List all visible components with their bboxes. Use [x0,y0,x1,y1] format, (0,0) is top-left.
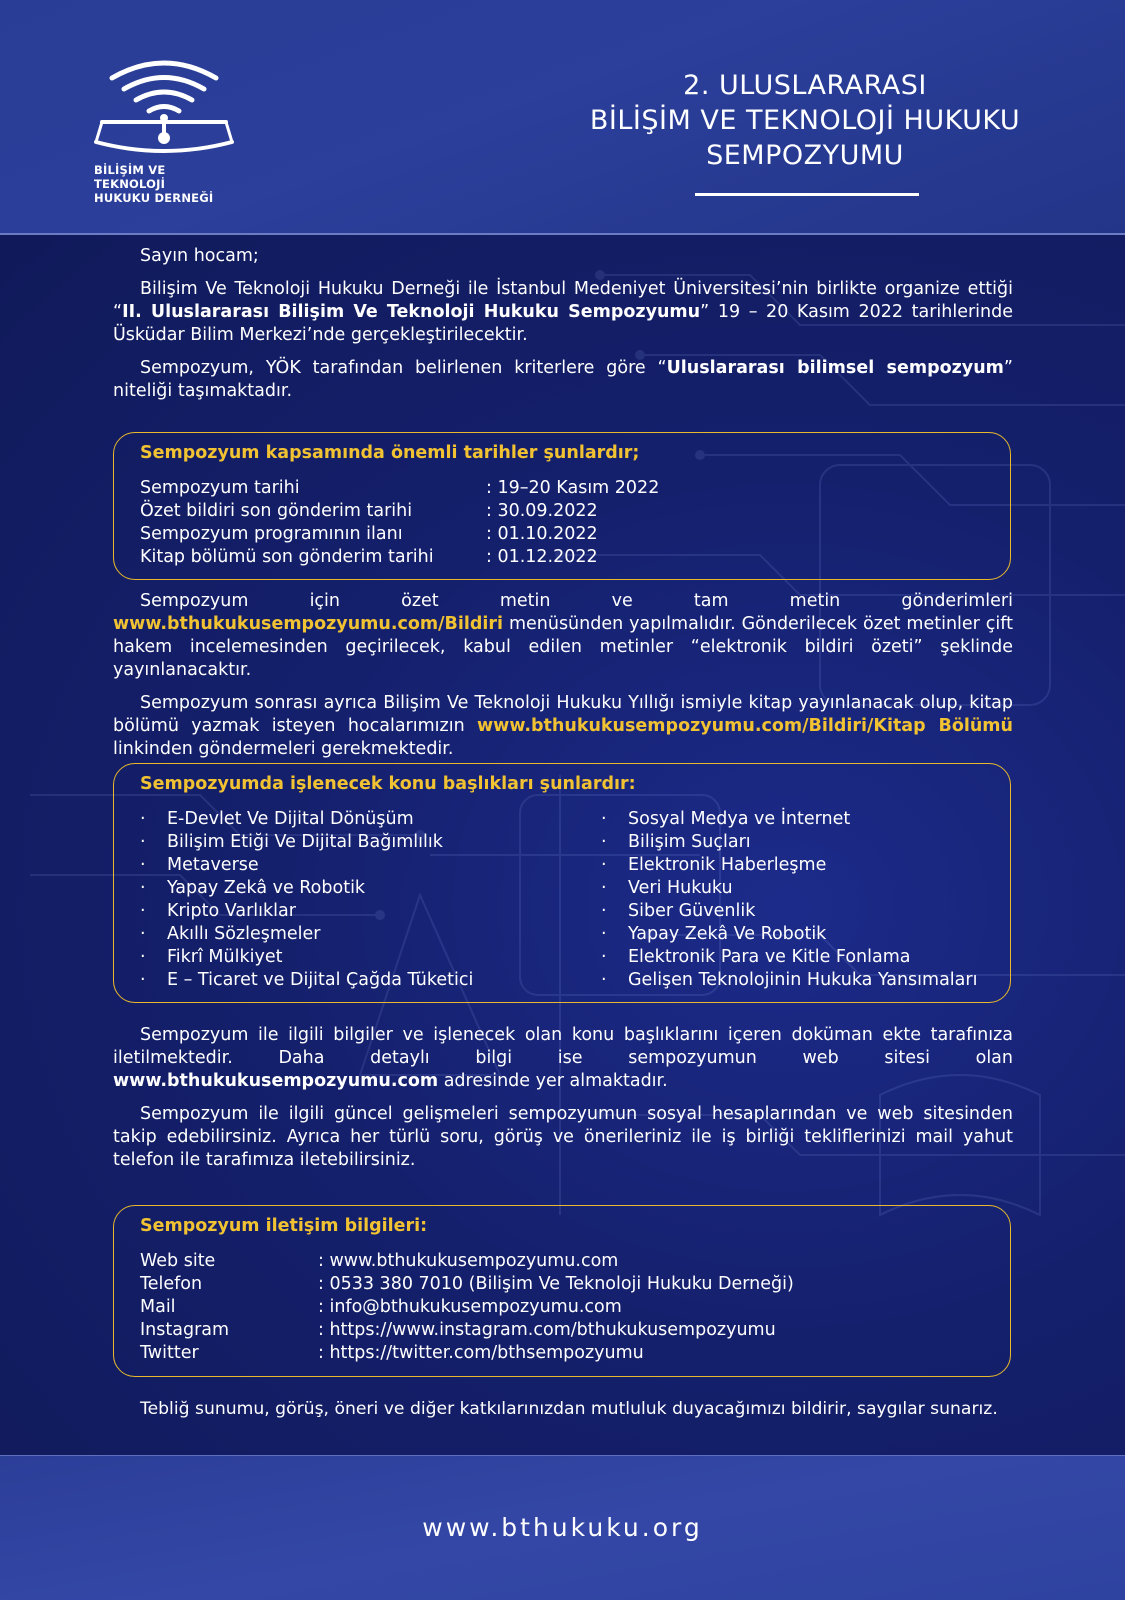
bullet: · [601,924,607,944]
date-value: : 01.12.2022 [486,547,598,567]
contact-phone[interactable]: : 0533 380 7010 (Bilişim Ve Teknoloji Hukuku Derneği) [318,1274,794,1294]
title-line-1: 2. ULUSLARARASI [683,70,927,101]
paragraph-status [113,357,1013,403]
topic-text: Gelişen Teknolojinin Hukuka Yansımaları [628,970,978,990]
title-line-3: SEMPOZYUMU [706,140,904,171]
book-chapter-link[interactable]: www.bthukukusempozyumu.com/Bildiri/Kitap Bölümü [476,716,1013,736]
topic-text: Elektronik Haberleşme [628,855,827,875]
important-dates-box [113,432,1011,580]
topic-text: Elektronik Para ve Kitle Fonlama [628,947,911,967]
topic-text: Akıllı Sözleşmeler [167,924,321,944]
book-text-a: Sempozyum sonrası ayrıca Bilişim Ve Teknoloji Hukuku Yıllığı ismiyle kitap yayınlanacak olup, kitap bölümü yazmak isteyen hocalarımızın [113,693,1013,736]
topic-text: Veri Hukuku [628,878,733,898]
contact-label: Twitter [140,1343,199,1363]
status-bold: Uluslararası bilimsel sempozyum [666,358,1004,378]
contact-mail[interactable]: : info@bthukukusempozyumu.com [318,1297,622,1317]
logo-line-1: BİLİŞİM VE TEKNOLOJİ [94,163,166,191]
topic-text: Siber Güvenlik [628,901,756,921]
paragraph-updates: Sempozyum ile ilgili güncel gelişmeleri sempozyumun sosyal hesaplarından ve web sitesinden takip edebilirsiniz. Ayrıca her türlü soru, görüş ve önerileriniz ile iş birliği tekliflerinizi mail yahut telefon ile tarafımıza iletebilirsiniz. [113,1104,1013,1170]
topic-text: Yapay Zekâ ve Robotik [167,878,366,898]
date-label: Kitap bölümü son gönderim tarihi [140,547,434,567]
logo-text [94,163,234,205]
footer-website-link[interactable]: www.bthukuku.org [422,1513,703,1542]
bullet: · [140,970,146,990]
symposium-name: II. Uluslararası Bilişim Ve Teknoloji Hukuku Sempozyumu [122,302,701,322]
bullet: · [601,832,607,852]
info-text-a: Sempozyum ile ilgili bilgiler ve işlenecek olan konu başlıklarını içeren doküman ekte tarafınıza iletilmektedir. Daha detaylı bilgi ise sempozyumun web sitesi olan [113,1025,1013,1068]
date-label: Özet bildiri son gönderim tarihi [140,501,413,521]
submission-text-a: Sempozyum için özet metin ve tam metin gönderimleri [140,591,1013,611]
title-line-2: BİLİŞİM VE TEKNOLOJİ HUKUKU [589,105,1021,136]
topics-box-title: Sempozyumda işlenecek konu başlıkları şunlardır: [140,774,636,794]
letter-body-info [113,1024,1013,1172]
contact-label: Telefon [140,1274,203,1294]
paragraph-intro [113,278,1013,347]
contact-box-title: Sempozyum iletişim bilgileri: [140,1216,428,1236]
bullet: · [601,878,607,898]
topic-text: Bilişim Suçları [628,832,751,852]
contact-label: Instagram [140,1320,230,1340]
topic-text: Sosyal Medya ve İnternet [628,809,851,829]
topic-text: Kripto Varlıklar [167,901,296,921]
intro-text-a: Bilişim Ve Teknoloji Hukuku Derneği ile İstanbul Medeniyet Üniversitesi’nin birlikte organize ettiği “ [113,279,1013,322]
page-title [565,68,1045,173]
status-text-a: Sempozyum, YÖK tarafından belirlenen kriterlere göre “ [140,358,667,378]
bullet: · [601,901,607,921]
contact-instagram[interactable]: : https://www.instagram.com/bthukukusempozyumu [318,1320,776,1340]
letter-closing [113,1398,1013,1421]
topic-text: E-Devlet Ve Dijital Dönüşüm [167,809,414,829]
topic-text: Bilişim Etiği Ve Dijital Bağımlılık [167,832,443,852]
topic-text: Yapay Zekâ Ve Robotik [628,924,827,944]
status-text-c: ” niteliği taşımaktadır. [113,358,1013,401]
bullet: · [140,947,146,967]
intro-text-c: ” 19 – 20 Kasım 2022 tarihlerinde Üsküdar Bilim Merkezi’nde gerçekleştirilecektir. [113,302,1013,345]
title-underline [695,193,919,196]
bullet: · [140,809,146,829]
contact-box [113,1205,1011,1377]
website-link[interactable]: www.bthukukusempozyumu.com [113,1071,439,1091]
bullet: · [140,855,146,875]
bullet: · [601,855,607,875]
greeting: Sayın hocam; [140,246,259,266]
letter-body-submissions [113,590,1013,761]
topic-text: Metaverse [167,855,259,875]
contact-website[interactable]: : www.bthukukusempozyumu.com [318,1251,619,1271]
book-text-b: linkinden göndermeleri gerekmektedir. [113,739,454,759]
footer-divider [0,1455,1125,1456]
info-text-b: adresinde yer almaktadır. [438,1071,668,1091]
date-label: Sempozyum programının ilanı [140,524,403,544]
bullet: · [140,832,146,852]
bullet: · [140,878,146,898]
date-label: Sempozyum tarihi [140,478,300,498]
bullet: · [140,901,146,921]
paragraph-info [113,1024,1013,1093]
topic-text: Fikrî Mülkiyet [167,947,283,967]
submission-text-b: menüsünden yapılmalıdır. Gönderilecek özet metinler çift hakem incelemesinden geçirilecek, kabul edilen metinler “elektronik bildiri özeti” şeklinde yayınlanacaktır. [113,614,1013,680]
letter-body [113,245,1013,403]
dates-box-title: Sempozyum kapsamında önemli tarihler şunlardır; [140,443,640,463]
bullet: · [140,924,146,944]
topic-text: E – Ticaret ve Dijital Çağda Tüketici [167,970,474,990]
date-value: : 19–20 Kasım 2022 [486,478,660,498]
date-value: : 30.09.2022 [486,501,598,521]
date-value: : 01.10.2022 [486,524,598,544]
submission-link[interactable]: www.bthukukusempozyumu.com/Bildiri [113,614,504,634]
paragraph-book [113,692,1013,761]
topics-box [113,763,1011,1003]
bullet: · [601,970,607,990]
contact-label: Mail [140,1297,176,1317]
logo-line-2: HUKUKU DERNEĞİ [94,191,214,205]
contact-twitter[interactable]: : https://twitter.com/bthsempozyumu [318,1343,644,1363]
closing-text: Tebliğ sunumu, görüş, öneri ve diğer katkılarınızdan mutluluk duyacağımızı bildirir, saygılar sunarız. [140,1399,998,1419]
contact-label: Web site [140,1251,216,1271]
bullet: · [601,947,607,967]
paragraph-submission [113,590,1013,682]
bullet: · [601,809,607,829]
